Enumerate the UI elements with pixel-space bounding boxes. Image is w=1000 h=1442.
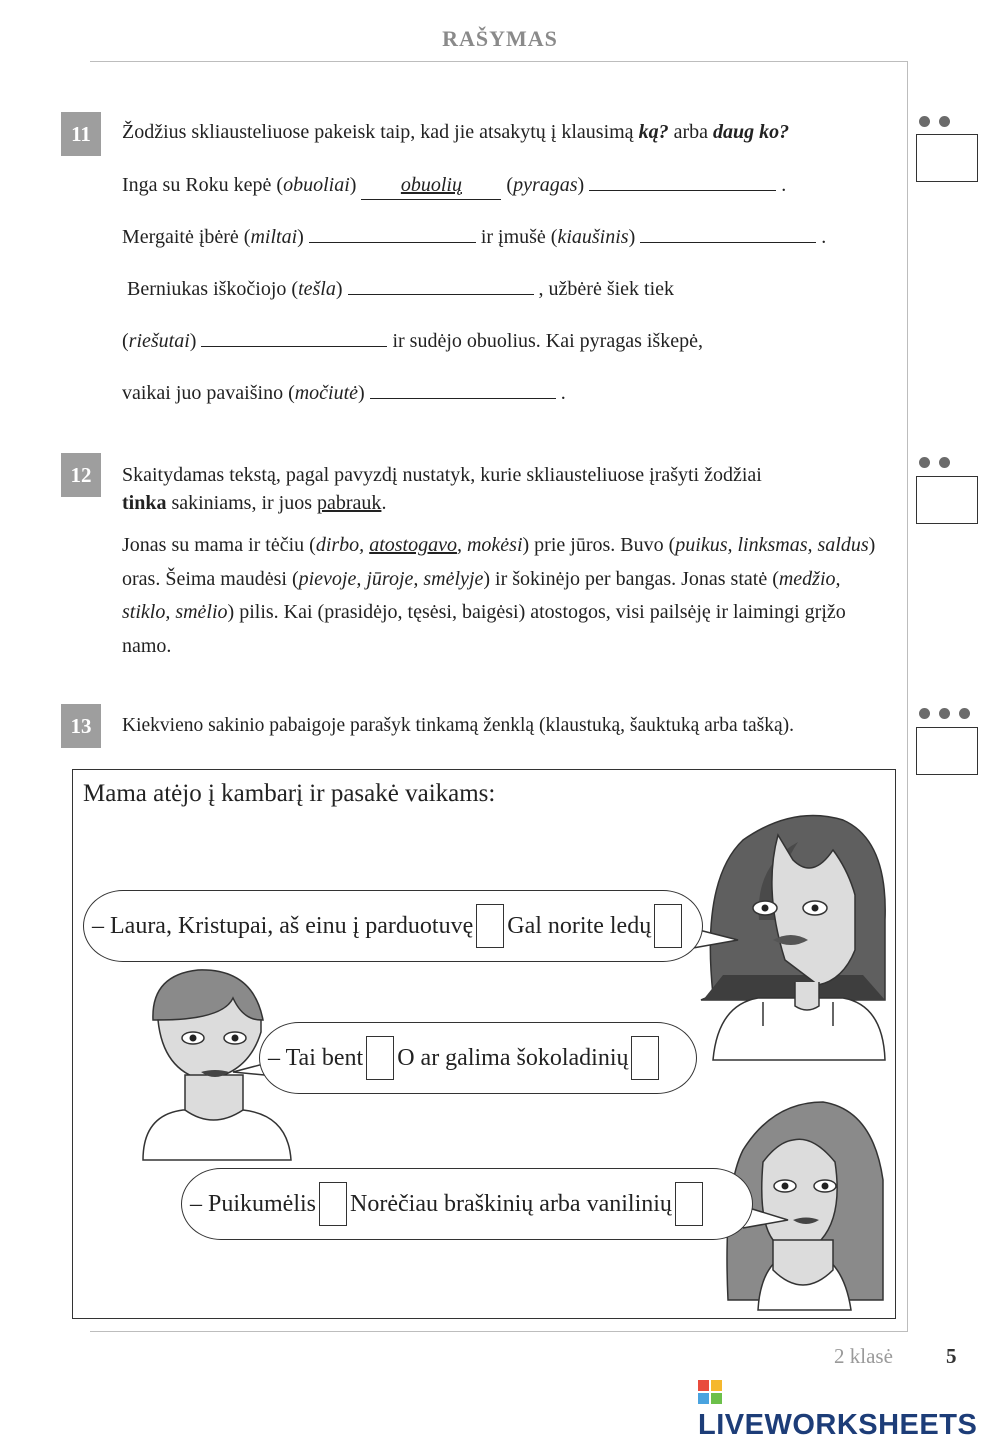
liveworksheets-logo[interactable]: LIVEWORKSHEETS — [698, 1376, 1000, 1442]
task-13-number: 13 — [61, 704, 101, 748]
answer-blank-kiausinis[interactable] — [640, 224, 816, 243]
underlined-example-word: atostogavo — [369, 534, 457, 556]
difficulty-dots-11 — [919, 116, 959, 127]
answer-example: obuolių — [361, 171, 501, 200]
page-header: RAŠYMAS — [442, 26, 558, 51]
footer-rule — [90, 1331, 908, 1332]
task-11-number: 11 — [61, 112, 101, 156]
dialogue-intro: Mama atėjo į kambarį ir pasakė vaikams: — [83, 780, 496, 807]
margin-rule — [907, 61, 908, 1331]
punctuation-box-2[interactable] — [654, 904, 682, 948]
punctuation-box-1[interactable] — [476, 904, 504, 948]
task-12-number: 12 — [61, 453, 101, 497]
header-rule — [90, 61, 908, 62]
dialogue-illustration — [72, 769, 896, 1319]
score-box-12[interactable] — [916, 476, 978, 524]
task-11-line-4: (riešutai) ir sudėjo obuolius. Kai pyragas iškepė, — [122, 330, 703, 352]
task-11-line-1: Inga su Roku kepė (obuoliai) obuolių (pyragas) . — [122, 171, 786, 200]
answer-blank-tesla[interactable] — [348, 276, 534, 295]
score-box-11[interactable] — [916, 134, 978, 182]
score-box-13[interactable] — [916, 727, 978, 775]
liveworksheets-icon — [698, 1380, 722, 1404]
grade-label: 2 klasė — [834, 1344, 893, 1368]
task-12-text: Jonas su mama ir tėčiu (dirbo, atostogavo, mokėsi) prie jūros. Buvo (puikus, linksmas, saldus) oras. Šeima maudėsi (pievoje, jūroje, smėlyje) ir šokinėjo per bangas. Jonas statė (medžio, stiklo, smėlio) pilis. Kai (prasidėjo, tęsėsi, baigėsi) atostogos, visi pailsėję ir laimingi grįžo namo. — [122, 534, 876, 657]
task-11-instruction: Žodžius skliausteliuose pakeisk taip, kad jie atsakytų į klausimą ką? arba daug ko? — [122, 121, 790, 143]
task-11-line-3: Berniukas iškočiojo (tešla) , užbėrė šiek tiek — [127, 278, 675, 300]
answer-blank-miltai[interactable] — [309, 224, 476, 243]
punctuation-box-4[interactable] — [631, 1036, 659, 1080]
punctuation-box-6[interactable] — [675, 1182, 703, 1226]
page-number: 5 — [946, 1344, 957, 1368]
task-12-instruction-line-2: tinka sakiniams, ir juos pabrauk. — [122, 492, 387, 514]
task-12-instruction-line-1: Skaitydamas tekstą, pagal pavyzdį nustatyk, kurie skliausteliuose įrašyti žodžiai — [122, 464, 762, 486]
difficulty-dots-13 — [919, 708, 979, 719]
speech-bubble-boy: – Tai bent O ar galima šokoladinių — [259, 1022, 697, 1094]
task-11-line-2: Mergaitė įbėrė (miltai) ir įmušė (kiaušinis) . — [122, 226, 827, 248]
task-11-line-5: vaikai juo pavaišino (močiutė) . — [122, 382, 566, 404]
answer-blank-riesutai[interactable] — [201, 328, 387, 347]
punctuation-box-3[interactable] — [366, 1036, 394, 1080]
speech-bubble-girl: – Puikumėlis Norėčiau braškinių arba vanilinių — [181, 1168, 753, 1240]
answer-blank-mociute[interactable] — [370, 380, 556, 399]
difficulty-dots-12 — [919, 457, 959, 468]
answer-blank-pyragas[interactable] — [589, 172, 776, 191]
task-13-instruction: Kiekvieno sakinio pabaigoje parašyk tinkamą ženklą (klaustuką, šauktuką arba tašką). — [122, 715, 794, 736]
punctuation-box-5[interactable] — [319, 1182, 347, 1226]
speech-bubble-mother: – Laura, Kristupai, aš einu į parduotuvę Gal norite ledų — [83, 890, 703, 962]
